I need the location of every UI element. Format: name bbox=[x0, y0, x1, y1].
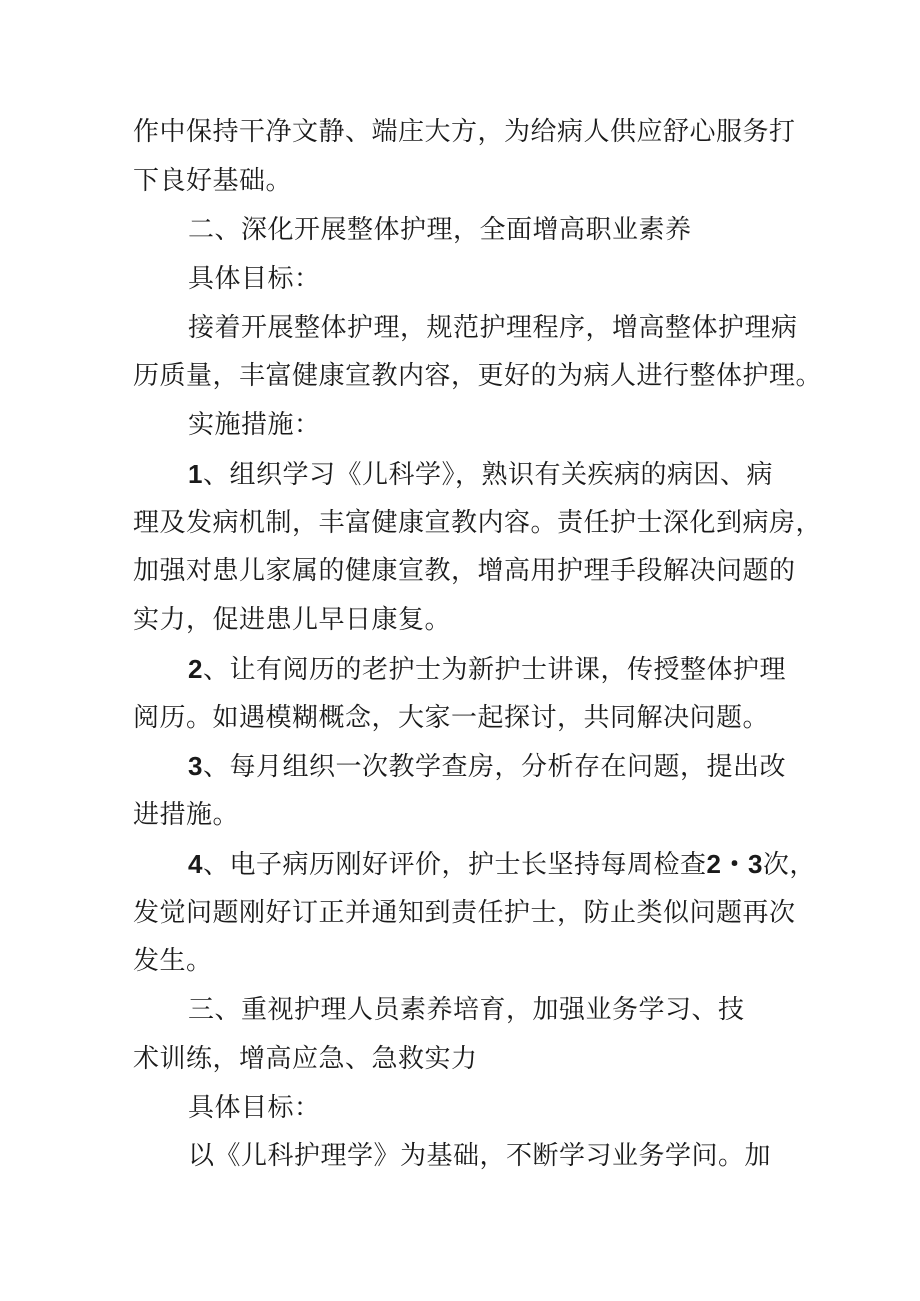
item-text: 、每月组织一次教学查房，分析存在问题，提出改 bbox=[202, 752, 786, 782]
text-line: 以《儿科护理学》为基础，不断学习业务学问。加 bbox=[188, 1141, 772, 1171]
item-text: 、让有阅历的老护士为新护士讲课，传授整体护理 bbox=[202, 655, 786, 685]
item-number: 1 bbox=[188, 459, 203, 489]
item-number: 3 bbox=[188, 751, 203, 781]
item-number: 2 bbox=[188, 654, 203, 684]
text-line: 理及发病机制，丰富健康宣教内容。责任护士深化到病房， bbox=[133, 508, 823, 538]
list-item bbox=[188, 751, 786, 782]
section-heading: 二、深化开展整体护理，全面增高职业素养 bbox=[188, 215, 692, 245]
subheading: 实施措施： bbox=[188, 410, 321, 440]
section-heading: 三、重视护理人员素养培育，加强业务学习、技 bbox=[188, 995, 745, 1025]
text-line: 阅历。如遇模糊概念，大家一起探讨，共同解决问题。 bbox=[133, 703, 770, 733]
text-line: 进措施。 bbox=[133, 800, 240, 830]
list-item bbox=[188, 654, 786, 685]
text-line: 发生。 bbox=[133, 946, 213, 976]
item-text: 、电子病历刚好评价，护士长坚持每周检查 bbox=[202, 850, 707, 880]
text-line: 下良好基础。 bbox=[133, 166, 293, 196]
text-line: 接着开展整体护理，规范护理程序，增高整体护理病 bbox=[188, 313, 798, 343]
subheading: 具体目标： bbox=[188, 1093, 321, 1123]
item-text: 次， bbox=[762, 850, 816, 880]
frequency-number: 2・3 bbox=[706, 849, 763, 879]
text-line: 作中保持干净文静、端庄大方，为给病人供应舒心服务打 bbox=[133, 117, 796, 147]
text-line: 实力，促进患儿早日康复。 bbox=[133, 605, 452, 635]
list-item bbox=[188, 459, 773, 490]
text-line: 发觉问题刚好订正并通知到责任护士，防止类似问题再次 bbox=[133, 898, 796, 928]
text-line: 加强对患儿家属的健康宣教，增高用护理手段解决问题的 bbox=[133, 556, 796, 586]
section-heading-cont: 术训练，增高应急、急救实力 bbox=[133, 1044, 478, 1074]
list-item bbox=[188, 849, 816, 880]
item-number: 4 bbox=[188, 849, 203, 879]
text-line: 历质量，丰富健康宣教内容，更好的为病人进行整体护理。 bbox=[133, 361, 823, 391]
subheading: 具体目标： bbox=[188, 264, 321, 294]
item-text: 、组织学习《儿科学》，熟识有关疾病的病因、病 bbox=[202, 460, 773, 490]
